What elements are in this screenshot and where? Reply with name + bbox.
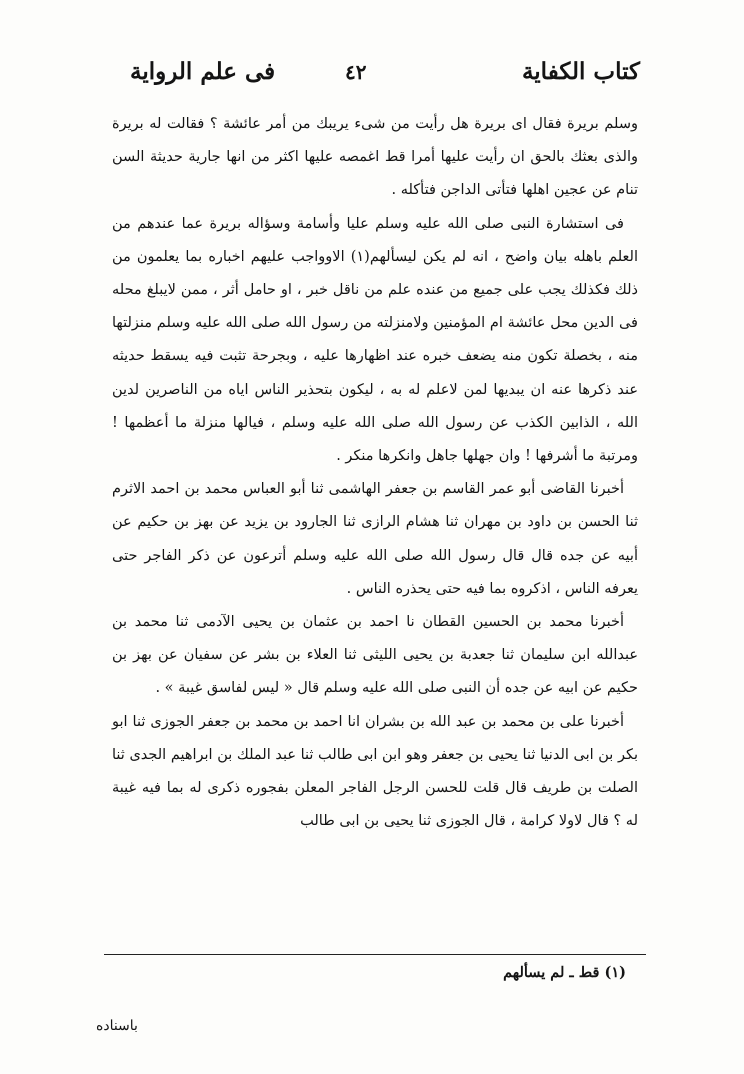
- footnote-divider: [104, 954, 646, 955]
- page-number: ٤٢: [345, 60, 367, 84]
- paragraph-hadith-1: أخبرنا القاضى أبو عمر القاسم بن جعفر الهاشمى ثنا أبو العباس محمد بن احمد الاثرم ثنا الحسن بن داود بن مهران ثنا هشام الرازى ثنا الجارود بن يزيد عن بهز بن حكيم عن أبيه عن جده قال قال رسول الله صلى الله عليه وسلم أترعون عن ذكر الفاجر حتى يعرفه الناس ، اذكروه بما فيه حتى يحذره الناس .: [112, 481, 638, 597]
- running-head-book-title: كتاب الكفاية: [521, 58, 640, 85]
- paragraph-continuation: وسلم بريرة فقال اى بريرة هل رأيت من شىء يريبك من أمر عائشة ؟ فقالت له بريرة والذى بعثك بالحق ان رأيت عليها أمرا قط اغمصه عليها اكثر من انها جارية حديثة السن تنام عن عجين اهلها فتأتى الداجن فتأكله .: [112, 116, 638, 199]
- footnote: (١) قط ـ لم يسألهم: [503, 964, 626, 981]
- paragraph-commentary: فى استشارة النبى صلى الله عليه وسلم عليا وأسامة وسؤاله بريرة عما عندهم من العلم باهله بيان واضح ، انه لم يكن ليسألهم(١) الاوواجب عليهم اخباره بما يعلمون من ذلك فكذلك يجب على جميع من عنده علم من ناقل خبر ، او حامل أثر ، ممن لايبلغ محله فى الدين محل عائشة ام المؤمنين ولامنزلته من رسول الله صلى الله عليه وسلم منزلتها منه ، بخصلة تكون منه يضعف خبره عند اظهارها عليه ، وبجرحة تثبت فيه يسقط حديثه عند ذكرها عنه ان يبديها لمن لاعلم له به ، ليكون بتحذير الناس اياه من الناصرين لدين الله ، الذابين الكذب عن رسول الله صلى الله عليه وسلم ، فيالها منزلة ما أعظمها ! ومرتبة ما أشرفها ! وان جهلها جاهل وانكرها منكر .: [112, 215, 638, 465]
- page-header: [130, 58, 640, 98]
- running-head-subject: فى علم الرواية: [130, 58, 276, 85]
- main-text: [112, 108, 638, 838]
- catchword: باسناده: [96, 1018, 138, 1034]
- paragraph-hadith-2: أخبرنا محمد بن الحسين القطان نا احمد بن عثمان بن يحيى الآدمى ثنا محمد بن عبدالله ابن سليمان ثنا جعدبة بن يحيى الليثى ثنا العلاء بن بشر عن سفيان عن بهز بن حكيم عن ابيه عن جده أن النبى صلى الله عليه وسلم قال « ليس لفاسق غيبة » .: [112, 614, 638, 697]
- paragraph-hadith-3: أخبرنا على بن محمد بن عبد الله بن بشران انا احمد بن محمد بن جعفر الجوزى ثنا ابو بكر بن ابى الدنيا ثنا يحيى بن جعفر وهو ابن ابى طالب ثنا عبد الملك بن ابراهيم الجدى ثنا الصلت بن طريف قال قلت للحسن الرجل الفاجر المعلن بفجوره ذكرى له بما فيه غيبة له ؟ قال لاولا كرامة ، قال الجوزى ثنا يحيى بن ابى طالب: [112, 713, 638, 830]
